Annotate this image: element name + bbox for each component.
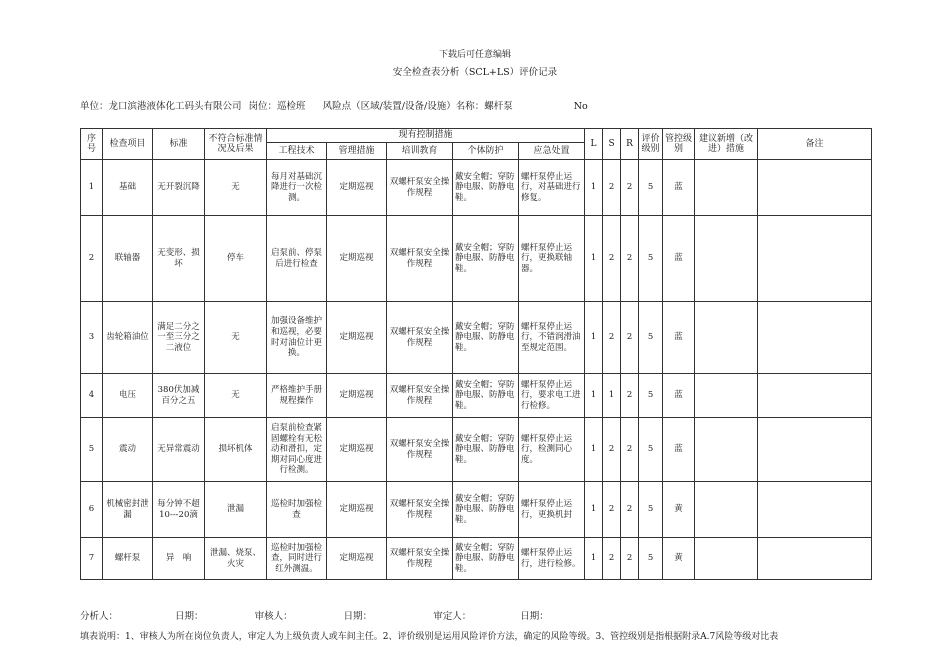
- table-row: [81, 160, 872, 216]
- table-row: [81, 418, 872, 482]
- cell-emergency: 螺杆泵停止运行，对基础进行修复。: [519, 160, 585, 216]
- col-header-suggestion: 建议新增（改进）措施: [695, 129, 758, 160]
- cell-remark: [758, 538, 872, 580]
- cell-emergency: 螺杆泵停止运行，进行检修。: [519, 538, 585, 580]
- cell-S: 2: [603, 418, 621, 482]
- cell-standard: 异 响: [153, 538, 205, 580]
- cell-check-item: 震动: [103, 418, 153, 482]
- cell-nonconform: 泄漏、烧泵、火灾: [205, 538, 267, 580]
- cell-remark: [758, 482, 872, 538]
- approver-label: 审定人：: [433, 611, 472, 622]
- cell-seq: 6: [81, 482, 103, 538]
- cell-ctrl-level: 黄: [663, 538, 695, 580]
- evaluation-table: [80, 128, 872, 580]
- cell-L: 1: [585, 216, 603, 302]
- cell-ppe: 戴安全帽；穿防静电服、防静电鞋。: [453, 302, 519, 374]
- cell-eval-level: 5: [639, 418, 663, 482]
- cell-eval-level: 5: [639, 160, 663, 216]
- cell-remark: [758, 418, 872, 482]
- cell-eval-level: 5: [639, 302, 663, 374]
- signature-line: [80, 608, 549, 622]
- table-row: [81, 216, 872, 302]
- table-row: [81, 538, 872, 580]
- col-header-R: R: [621, 129, 639, 160]
- cell-suggestion: [695, 538, 758, 580]
- cell-management: 定期巡视: [327, 216, 387, 302]
- cell-ctrl-level: 蓝: [663, 374, 695, 418]
- cell-management: 定期巡视: [327, 482, 387, 538]
- date-label-1: 日期：: [175, 611, 204, 622]
- cell-standard: 每分钟不超10---20滴: [153, 482, 205, 538]
- cell-ppe: 戴安全帽；穿防静电服、防静电鞋。: [453, 216, 519, 302]
- cell-management: 定期巡视: [327, 418, 387, 482]
- cell-ppe: 戴安全帽；穿防静电服、防静电鞋。: [453, 418, 519, 482]
- cell-R: 2: [621, 482, 639, 538]
- cell-check-item: 联轴器: [103, 216, 153, 302]
- no-label: No: [573, 101, 588, 112]
- col-header-ppe: 个体防护: [453, 143, 519, 160]
- cell-seq: 7: [81, 538, 103, 580]
- col-header-seq: 序号: [81, 129, 103, 160]
- cell-seq: 4: [81, 374, 103, 418]
- cell-R: 2: [621, 374, 639, 418]
- cell-standard: 满足二分之一至三分之二液位: [153, 302, 205, 374]
- cell-ctrl-level: 蓝: [663, 418, 695, 482]
- cell-S: 2: [603, 160, 621, 216]
- cell-eval-level: 5: [639, 538, 663, 580]
- cell-L: 1: [585, 160, 603, 216]
- cell-training: 双螺杆泵安全操作规程: [387, 418, 453, 482]
- cell-remark: [758, 302, 872, 374]
- cell-training: 双螺杆泵安全操作规程: [387, 216, 453, 302]
- cell-suggestion: [695, 482, 758, 538]
- cell-remark: [758, 374, 872, 418]
- risk-point-label: 风险点（区域/装置/设备/设施）名称：螺杆泵: [322, 101, 513, 112]
- cell-check-item: 电压: [103, 374, 153, 418]
- cell-engineering: 每月对基础沉降进行一次检测。: [267, 160, 327, 216]
- cell-standard: 380伏加减百分之五: [153, 374, 205, 418]
- cell-R: 2: [621, 418, 639, 482]
- cell-training: 双螺杆泵安全操作规程: [387, 374, 453, 418]
- cell-S: 2: [603, 302, 621, 374]
- cell-training: 双螺杆泵安全操作规程: [387, 160, 453, 216]
- cell-R: 2: [621, 160, 639, 216]
- page-title: 安全检查表分析（SCL+LS）评价记录: [392, 67, 558, 78]
- cell-R: 2: [621, 216, 639, 302]
- analyst-label: 分析人：: [80, 611, 119, 622]
- col-header-emergency: 应急处置: [519, 143, 585, 160]
- info-line: [80, 98, 588, 112]
- cell-nonconform: 无: [205, 374, 267, 418]
- cell-remark: [758, 216, 872, 302]
- cell-seq: 2: [81, 216, 103, 302]
- cell-suggestion: [695, 418, 758, 482]
- cell-L: 1: [585, 418, 603, 482]
- cell-ppe: 戴安全帽；穿防静电服、防静电鞋。: [453, 160, 519, 216]
- cell-L: 1: [585, 302, 603, 374]
- date-label-2: 日期：: [343, 611, 373, 622]
- cell-S: 2: [603, 216, 621, 302]
- cell-management: 定期巡视: [327, 374, 387, 418]
- cell-R: 2: [621, 302, 639, 374]
- cell-engineering: 加强设备维护和巡视，必要时对油位计更换。: [267, 302, 327, 374]
- unit-label: 单位：龙口滨港液体化工码头有限公司: [80, 101, 242, 112]
- cell-ctrl-level: 黄: [663, 482, 695, 538]
- col-header-L: L: [585, 129, 603, 160]
- col-header-ctrl-level: 管控级别: [663, 129, 695, 160]
- cell-check-item: 螺杆泵: [103, 538, 153, 580]
- cell-training: 双螺杆泵安全操作规程: [387, 538, 453, 580]
- cell-standard: 无开裂沉降: [153, 160, 205, 216]
- cell-check-item: 基础: [103, 160, 153, 216]
- col-header-S: S: [603, 129, 621, 160]
- cell-management: 定期巡视: [327, 538, 387, 580]
- cell-ppe: 戴安全帽；穿防静电服、防静电鞋。: [453, 374, 519, 418]
- form-note: 填表说明：1、审核人为所在岗位负责人，审定人为上级负责人或车间主任。2、评价级别是运用风险评价方法，确定的风险等级。3、管控级别是指根据附录A.7风险等级对比表: [80, 632, 779, 642]
- cell-emergency: 螺杆泵停止运行，更换联轴器。: [519, 216, 585, 302]
- cell-engineering: 巡检时加强检查: [267, 482, 327, 538]
- cell-seq: 1: [81, 160, 103, 216]
- cell-nonconform: 停车: [205, 216, 267, 302]
- cell-emergency: 螺杆泵停止运行，要求电工进行检修。: [519, 374, 585, 418]
- cell-check-item: 齿轮箱油位: [103, 302, 153, 374]
- cell-engineering: 启泵前、停泵后进行检查: [267, 216, 327, 302]
- col-header-item: 检查项目: [103, 129, 153, 160]
- cell-S: 1: [603, 374, 621, 418]
- cell-seq: 3: [81, 302, 103, 374]
- cell-eval-level: 5: [639, 374, 663, 418]
- cell-suggestion: [695, 374, 758, 418]
- reviewer-label: 审核人：: [254, 611, 293, 622]
- table-row: [81, 302, 872, 374]
- cell-engineering: 严格维护手册规程操作: [267, 374, 327, 418]
- cell-training: 双螺杆泵安全操作规程: [387, 302, 453, 374]
- cell-ppe: 戴安全帽；穿防静电服、防静电鞋。: [453, 538, 519, 580]
- cell-nonconform: 无: [205, 160, 267, 216]
- col-header-training: 培训教育: [387, 143, 453, 160]
- cell-management: 定期巡视: [327, 302, 387, 374]
- cell-L: 1: [585, 482, 603, 538]
- cell-L: 1: [585, 538, 603, 580]
- cell-suggestion: [695, 160, 758, 216]
- cell-nonconform: 泄漏: [205, 482, 267, 538]
- cell-eval-level: 5: [639, 216, 663, 302]
- col-header-remark: 备注: [758, 129, 872, 160]
- cell-emergency: 螺杆泵停止运行，检测同心度。: [519, 418, 585, 482]
- cell-eval-level: 5: [639, 482, 663, 538]
- col-header-nonconform: 不符合标准情况及后果: [205, 129, 267, 160]
- cell-standard: 无变形、损坏: [153, 216, 205, 302]
- cell-ctrl-level: 蓝: [663, 302, 695, 374]
- cell-nonconform: 损坏机体: [205, 418, 267, 482]
- cell-R: 2: [621, 538, 639, 580]
- cell-nonconform: 无: [205, 302, 267, 374]
- table-row: [81, 374, 872, 418]
- cell-ppe: 戴安全帽；穿防静电服、防静电鞋。: [453, 482, 519, 538]
- cell-L: 1: [585, 374, 603, 418]
- col-header-engineering: 工程技术: [267, 143, 327, 160]
- cell-management: 定期巡视: [327, 160, 387, 216]
- cell-engineering: 巡检时加强检查，同时进行红外测温。: [267, 538, 327, 580]
- table-row: [81, 482, 872, 538]
- cell-seq: 5: [81, 418, 103, 482]
- col-header-eval-level: 评价级别: [639, 129, 663, 160]
- date-label-3: 日期：: [520, 611, 549, 622]
- cell-emergency: 螺杆泵停止运行，更换机封: [519, 482, 585, 538]
- cell-suggestion: [695, 302, 758, 374]
- cell-standard: 无异常震动: [153, 418, 205, 482]
- cell-engineering: 启泵前检查紧固螺栓有无松动和滑扣，定期对同心度进行检测。: [267, 418, 327, 482]
- cell-check-item: 机械密封泄漏: [103, 482, 153, 538]
- post-label: 岗位：巡检班: [248, 101, 306, 112]
- cell-S: 2: [603, 538, 621, 580]
- cell-ctrl-level: 蓝: [663, 160, 695, 216]
- cell-remark: [758, 160, 872, 216]
- top-note: 下载后可任意编辑: [438, 50, 511, 60]
- cell-ctrl-level: 蓝: [663, 216, 695, 302]
- cell-S: 2: [603, 482, 621, 538]
- col-header-management: 管理措施: [327, 143, 387, 160]
- col-header-controls: 现有控制措施: [267, 129, 585, 143]
- cell-training: 双螺杆泵安全操作规程: [387, 482, 453, 538]
- col-header-standard: 标准: [153, 129, 205, 160]
- cell-emergency: 螺杆泵停止运行，不错润滑油至规定范围。: [519, 302, 585, 374]
- cell-suggestion: [695, 216, 758, 302]
